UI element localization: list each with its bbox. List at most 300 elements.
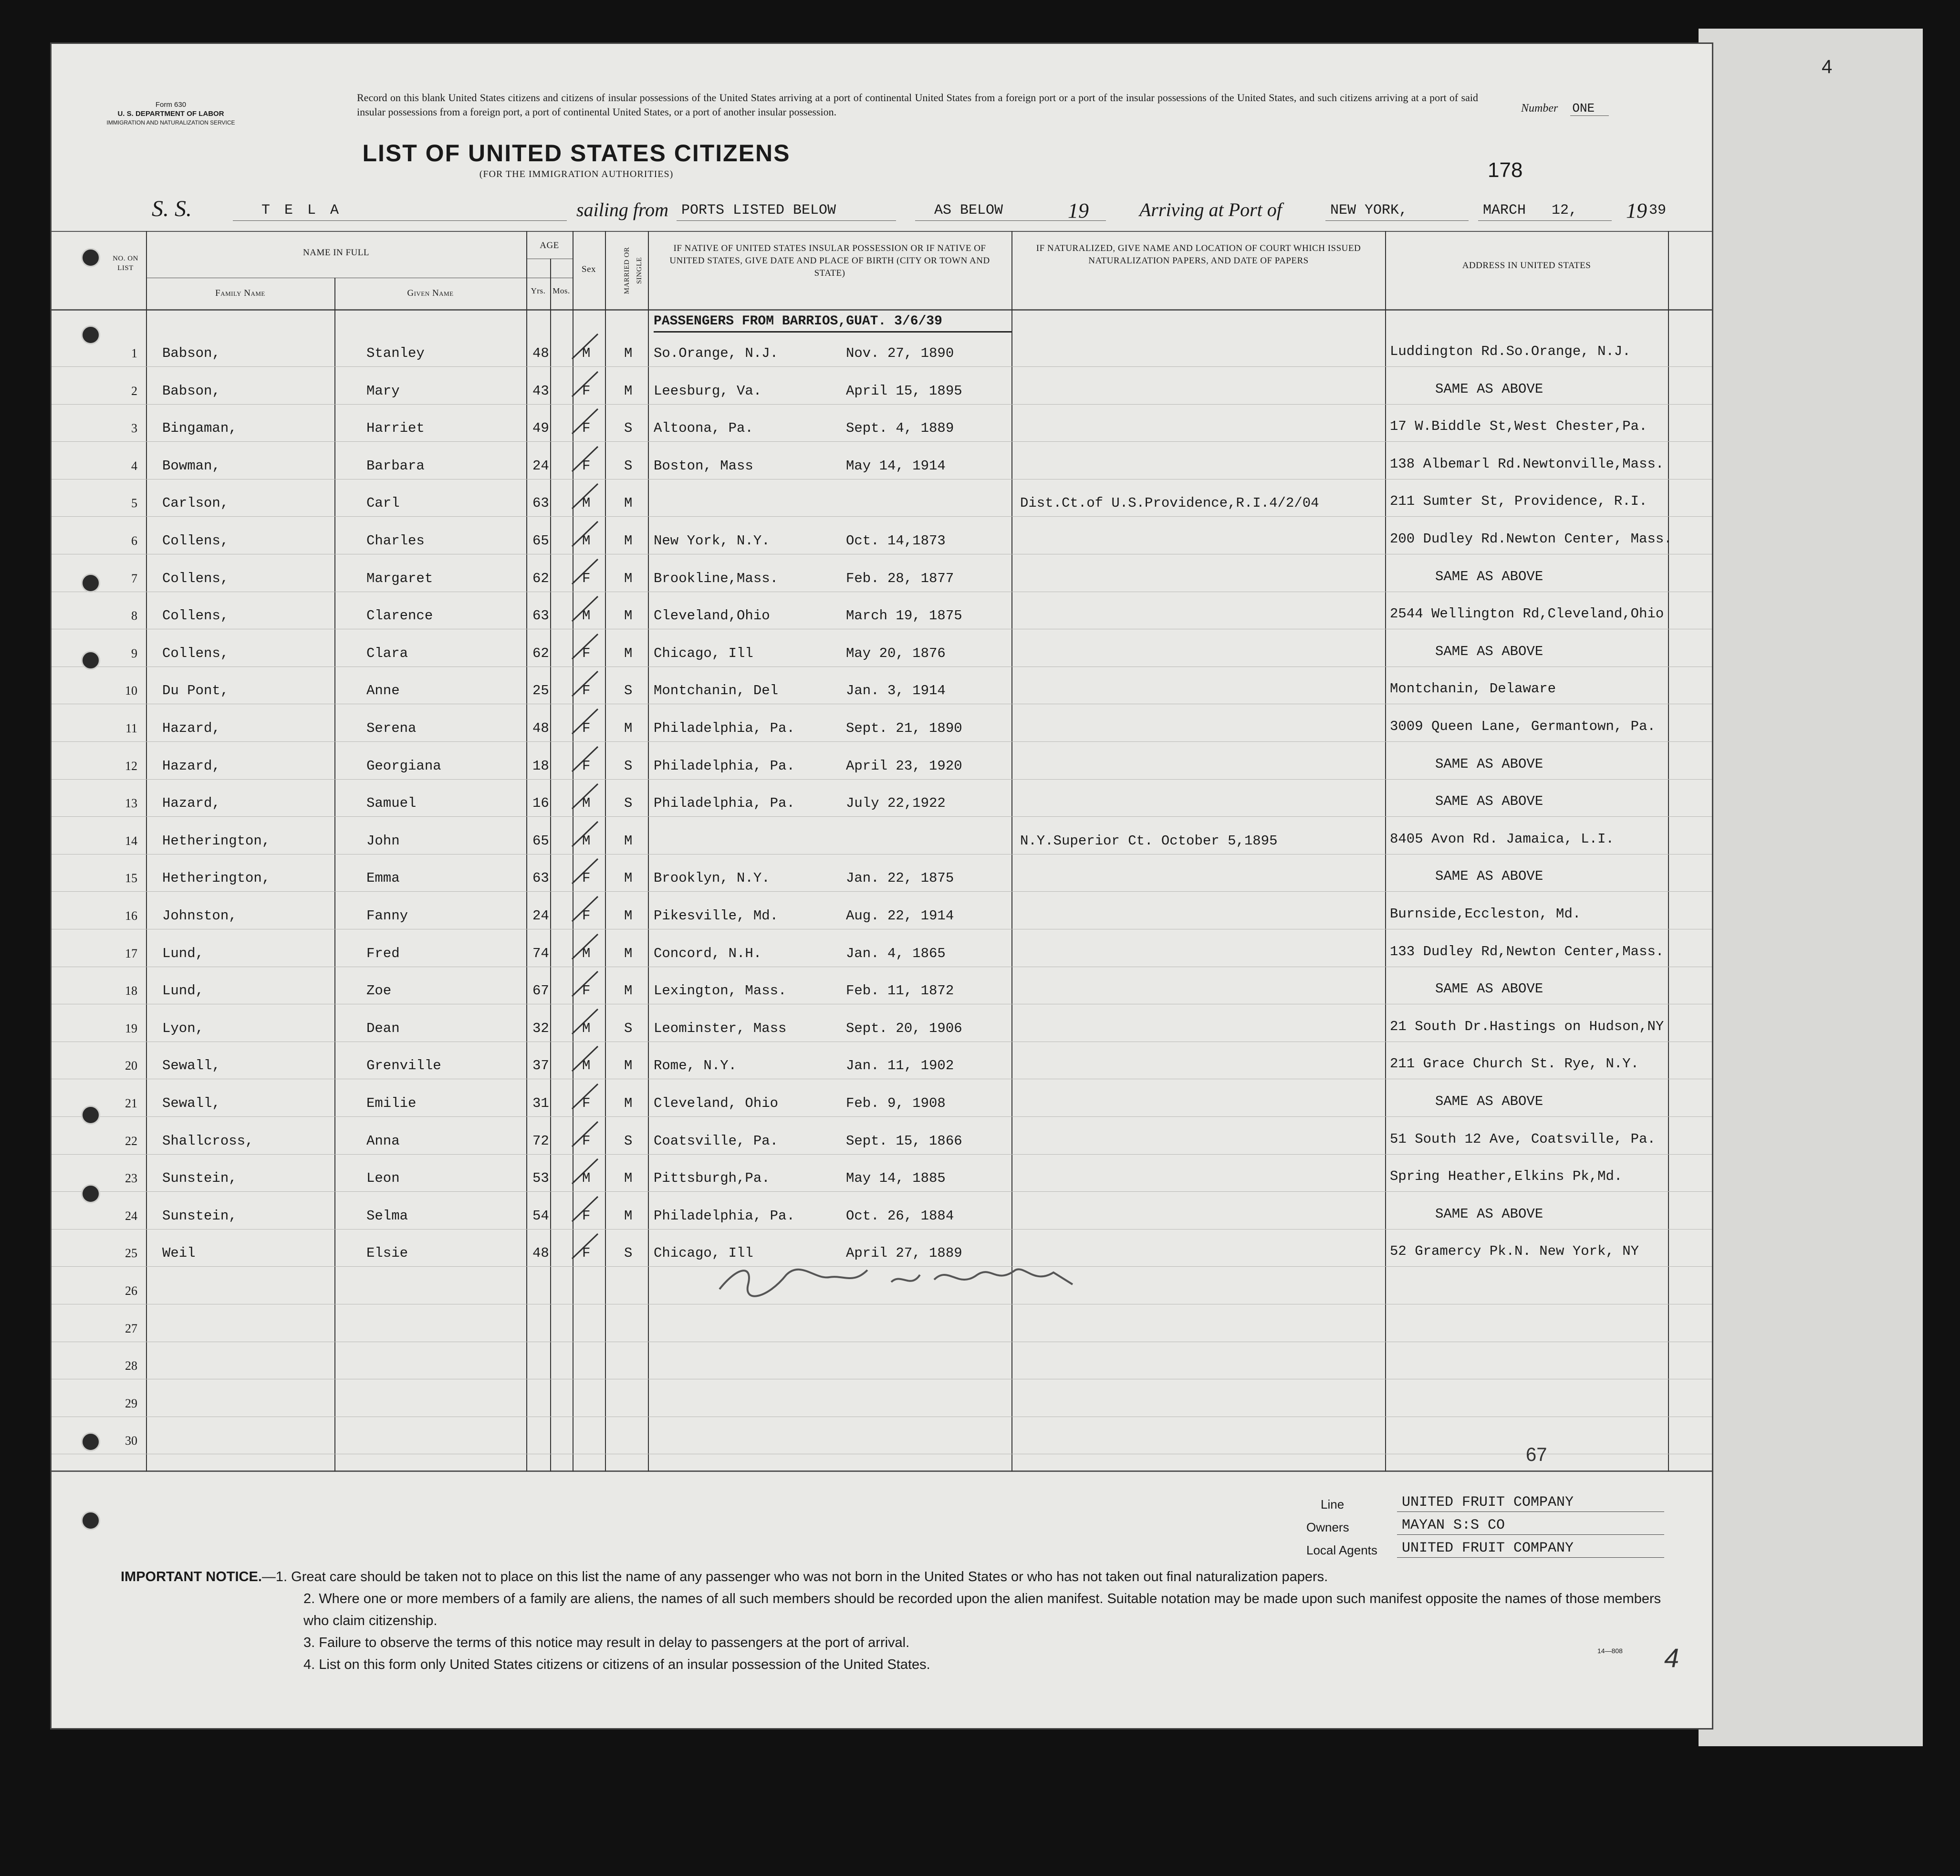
birth-date: April 15, 1895 <box>846 383 962 399</box>
row-number: 2 <box>131 384 137 398</box>
birth-date: Jan. 3, 1914 <box>846 683 946 699</box>
birth-place: Brooklyn, N.Y. <box>654 870 770 886</box>
family-name: Sunstein, <box>162 1170 237 1187</box>
table-row-empty <box>52 1390 1712 1427</box>
check-mark-icon <box>569 518 603 551</box>
service-label: IMMIGRATION AND NATURALIZATION SERVICE <box>106 119 235 126</box>
family-name: Lyon, <box>162 1020 204 1036</box>
birth-place: Chicago, Ill <box>654 1245 753 1261</box>
table-row <box>52 602 1712 639</box>
age-years: 31 <box>532 1095 549 1111</box>
manifest-page <box>52 44 1712 1728</box>
page-subtitle: (FOR THE IMMIGRATION AUTHORITIES) <box>479 169 674 179</box>
birth-place: New York, N.Y. <box>654 533 770 549</box>
family-name: Carlson, <box>162 495 229 511</box>
table-row <box>52 790 1712 827</box>
table-row <box>52 977 1712 1014</box>
naturalization-court: N.Y.Superior Ct. October 5,1895 <box>1020 833 1278 849</box>
birth-date: Oct. 26, 1884 <box>846 1208 954 1224</box>
birth-place: Philadelphia, Pa. <box>654 1208 795 1224</box>
table-row <box>52 827 1712 865</box>
binder-hole <box>81 1105 100 1125</box>
family-name: Lund, <box>162 945 204 961</box>
birth-date: April 27, 1889 <box>846 1245 962 1261</box>
row-number: 10 <box>125 684 137 698</box>
check-mark-icon <box>569 893 603 926</box>
table-row <box>52 415 1712 452</box>
binder-hole <box>81 1432 100 1451</box>
sex: F <box>582 720 591 736</box>
row-number: 27 <box>125 1321 137 1335</box>
table-row <box>52 490 1712 527</box>
table-row <box>52 1090 1712 1127</box>
age-years: 49 <box>532 420 549 437</box>
check-mark-icon <box>569 705 603 739</box>
us-address: Montchanin, Delaware <box>1390 681 1556 697</box>
notice-3: 3. Failure to observe the terms of this notice may result in delay to passengers at the port of arrival. <box>303 1635 910 1650</box>
row-number: 30 <box>125 1434 137 1448</box>
sex: F <box>582 1208 591 1224</box>
given-name: Anna <box>366 1133 400 1149</box>
sex: F <box>582 683 591 699</box>
family-name: Hazard, <box>162 720 220 736</box>
row-number: 4 <box>131 459 137 473</box>
birth-place: Rome, N.Y. <box>654 1058 737 1074</box>
sailing-from-label: sailing from <box>576 199 668 220</box>
table-row <box>52 452 1712 490</box>
marital-status: S <box>624 458 633 474</box>
given-name: Leon <box>366 1170 400 1187</box>
us-address: Burnside,Eccleston, Md. <box>1390 906 1581 922</box>
marital-status: M <box>624 608 633 624</box>
us-address: SAME AS ABOVE <box>1435 1094 1543 1109</box>
notice-title: IMPORTANT NOTICE. <box>121 1569 262 1584</box>
family-name: Shallcross, <box>162 1133 254 1149</box>
us-address: SAME AS ABOVE <box>1435 643 1543 659</box>
table-row <box>52 527 1712 564</box>
check-mark-icon <box>569 855 603 888</box>
owners-value: MAYAN S:S CO <box>1402 1517 1505 1533</box>
col-sex: Sex <box>582 264 596 274</box>
marital-status: M <box>624 945 633 961</box>
birth-date: Sept. 4, 1889 <box>846 420 954 437</box>
sailing-date: AS BELOW <box>934 202 1003 219</box>
ship-line <box>152 196 1707 224</box>
marital-status: M <box>624 383 633 399</box>
binder-hole <box>81 1511 100 1530</box>
line-label: Line <box>1321 1497 1345 1511</box>
us-address: 17 W.Biddle St,West Chester,Pa. <box>1390 418 1647 435</box>
given-name: Stanley <box>366 345 425 361</box>
age-years: 74 <box>532 945 549 961</box>
family-name: Collens, <box>162 570 229 586</box>
birth-place: Montchanin, Del <box>654 683 779 699</box>
given-name: Fanny <box>366 908 408 924</box>
birth-date: Sept. 21, 1890 <box>846 720 962 736</box>
given-name: Anne <box>366 683 400 699</box>
us-address: SAME AS ABOVE <box>1435 868 1543 885</box>
family-name: Hetherington, <box>162 870 271 886</box>
birth-place: Cleveland, Ohio <box>654 1095 779 1111</box>
birth-place: Altoona, Pa. <box>654 420 753 437</box>
us-address: 8405 Avon Rd. Jamaica, L.I. <box>1390 831 1614 847</box>
family-name: Sewall, <box>162 1058 220 1074</box>
row-number: 14 <box>125 834 137 848</box>
given-name: Harriet <box>366 420 425 437</box>
sex: M <box>582 495 591 511</box>
age-years: 24 <box>532 458 549 474</box>
col-yrs: Yrs. <box>531 286 546 295</box>
row-number: 19 <box>125 1021 137 1035</box>
sailing-from-value: PORTS LISTED BELOW <box>681 202 836 219</box>
marital-status: M <box>624 495 633 511</box>
given-name: Georgiana <box>366 758 441 774</box>
table-row <box>52 1165 1712 1202</box>
marital-status: S <box>624 683 633 699</box>
us-address: SAME AS ABOVE <box>1435 756 1543 772</box>
table-row <box>52 377 1712 415</box>
marital-status: M <box>624 1095 633 1111</box>
marital-status: M <box>624 1058 633 1074</box>
age-years: 24 <box>532 908 549 924</box>
birth-date: March 19, 1875 <box>846 608 962 624</box>
birth-place: Leesburg, Va. <box>654 383 762 399</box>
arrival-date: MARCH 12, <box>1483 202 1578 219</box>
check-mark-icon <box>569 1005 603 1039</box>
section-note: PASSENGERS FROM BARRIOS,GUAT. 3/6/39 <box>654 314 942 329</box>
sex: F <box>582 1245 591 1261</box>
marital-status: M <box>624 570 633 586</box>
family-name: Babson, <box>162 345 220 361</box>
us-address: 133 Dudley Rd,Newton Center,Mass. <box>1390 943 1664 959</box>
important-notice <box>121 1566 1686 1676</box>
marital-status: S <box>624 1020 633 1036</box>
family-name: Bingaman, <box>162 420 237 437</box>
us-address: 211 Sumter St, Providence, R.I. <box>1390 493 1647 510</box>
sex: M <box>582 1020 591 1036</box>
check-mark-icon <box>569 968 603 1001</box>
notice-2: 2. Where one or more members of a family are aliens, the names of all such members should be recorded upon the alien manifest. Suitable notation may be made upon such manifest opposite the names of those members who claim citizenship. <box>303 1591 1661 1628</box>
birth-place: Boston, Mass <box>654 458 753 474</box>
given-name: Dean <box>366 1020 400 1036</box>
sex: M <box>582 833 591 849</box>
given-name: Charles <box>366 533 425 549</box>
row-number: 7 <box>131 571 137 585</box>
us-address: Spring Heather,Elkins Pk,Md. <box>1390 1168 1623 1185</box>
us-address: Luddington Rd.So.Orange, N.J. <box>1390 344 1631 359</box>
birth-date: July 22,1922 <box>846 795 946 812</box>
binder-hole <box>81 1184 100 1203</box>
marital-status: M <box>624 870 633 886</box>
sex: F <box>582 1133 591 1149</box>
given-name: Clarence <box>366 608 433 624</box>
family-name: Hazard, <box>162 795 220 812</box>
check-mark-icon <box>569 443 603 476</box>
given-name: Samuel <box>366 795 417 812</box>
age-years: 65 <box>532 833 549 849</box>
given-name: Grenville <box>366 1058 441 1074</box>
birth-place: Concord, N.H. <box>654 945 762 961</box>
row-number: 12 <box>125 759 137 773</box>
sex: F <box>582 645 591 661</box>
given-name: Serena <box>366 720 417 736</box>
sex: F <box>582 983 591 999</box>
table-row <box>52 565 1712 602</box>
form-instructions: Record on this blank United States citizens and citizens of insular possessions of the United States arriving at a port of continental United States from a foreign port or a port of the insular possessions of the United States, and such citizens arriving at a port of said insular possessions from a foreign port, a port of continental United States, or a port of another insular possession. <box>357 92 1478 118</box>
birth-date: April 23, 1920 <box>846 758 962 774</box>
family-name: Collens, <box>162 608 229 624</box>
col-given-name: Given Name <box>407 288 454 298</box>
birth-place: Philadelphia, Pa. <box>654 758 795 774</box>
agents-value: UNITED FRUIT COMPANY <box>1402 1540 1574 1556</box>
birth-date: Nov. 27, 1890 <box>846 345 954 361</box>
row-number: 18 <box>125 984 137 998</box>
row-number: 22 <box>125 1134 137 1148</box>
given-name: Emma <box>366 870 400 886</box>
birth-date: Jan. 22, 1875 <box>846 870 954 886</box>
birth-date: May 14, 1914 <box>846 458 946 474</box>
check-mark-icon <box>569 1193 603 1226</box>
birth-place: Pittsburgh,Pa. <box>654 1170 770 1187</box>
arrival-year-prefix: 19 <box>1626 199 1647 222</box>
table-row <box>52 1052 1712 1089</box>
col-birth: IF NATIVE OF UNITED STATES INSULAR POSSESSION OR IF NATIVE OF UNITED STATES, GIVE DATE AND PLACE OF BIRTH (CITY OR TOWN AND STATE) <box>669 243 990 278</box>
marital-status: M <box>624 983 633 999</box>
sex: M <box>582 533 591 549</box>
arrival-year: 39 <box>1649 202 1667 219</box>
row-number: 23 <box>125 1171 137 1186</box>
col-no-on-list: NO. ON LIST <box>113 255 138 272</box>
family-name: Johnston, <box>162 908 237 924</box>
us-address: 2544 Wellington Rd,Cleveland,Ohio <box>1390 606 1664 622</box>
tally-mark: 67 <box>1526 1444 1547 1465</box>
us-address: 51 South 12 Ave, Coatsville, Pa. <box>1390 1131 1656 1147</box>
sex: F <box>582 383 591 399</box>
row-number: 6 <box>131 534 137 548</box>
birth-place: Coatsville, Pa. <box>654 1133 779 1149</box>
row-number: 26 <box>125 1284 137 1298</box>
age-years: 18 <box>532 758 549 774</box>
table-row <box>52 1015 1712 1052</box>
row-number: 8 <box>131 609 137 623</box>
check-mark-icon <box>569 1155 603 1188</box>
sex: F <box>582 908 591 924</box>
us-address: SAME AS ABOVE <box>1435 381 1543 397</box>
age-years: 25 <box>532 683 549 699</box>
page-number: 4 <box>1664 1643 1679 1673</box>
us-address: 200 Dudley Rd.Newton Center, Mass. <box>1390 531 1672 547</box>
binder-hole <box>81 573 100 593</box>
us-address: 138 Albemarl Rd.Newtonville,Mass. <box>1390 456 1664 472</box>
age-years: 63 <box>532 608 549 624</box>
family-name: Sunstein, <box>162 1208 237 1224</box>
check-mark-icon <box>569 743 603 776</box>
sex: M <box>582 945 591 961</box>
marital-status: M <box>624 908 633 924</box>
row-number: 20 <box>125 1059 137 1073</box>
age-years: 62 <box>532 645 549 661</box>
family-name: Bowman, <box>162 458 220 474</box>
family-name: Weil <box>162 1245 196 1261</box>
given-name: Zoe <box>366 983 392 999</box>
stamp-number: 178 <box>1488 158 1523 182</box>
age-years: 63 <box>532 870 549 886</box>
row-number: 15 <box>125 871 137 886</box>
check-mark-icon <box>569 630 603 664</box>
notice-4: 4. List on this form only United States citizens or citizens of an insular possession of the United States. <box>303 1657 930 1672</box>
row-number: 25 <box>125 1246 137 1261</box>
family-name: Hazard, <box>162 758 220 774</box>
table-row-empty <box>52 1315 1712 1352</box>
binder-hole <box>81 651 100 670</box>
birth-date: Jan. 4, 1865 <box>846 945 946 961</box>
us-address: 211 Grace Church St. Rye, N.Y. <box>1390 1056 1639 1072</box>
table-row <box>52 340 1712 377</box>
birth-place: Pikesville, Md. <box>654 908 779 924</box>
birth-place: So.Orange, N.J. <box>654 345 779 361</box>
family-name: Babson, <box>162 383 220 399</box>
sex: F <box>582 758 591 774</box>
us-address: SAME AS ABOVE <box>1435 568 1543 584</box>
underlying-page <box>1699 29 1923 1746</box>
given-name: Mary <box>366 383 400 399</box>
table-row-empty <box>52 1352 1712 1389</box>
birth-date: Feb. 28, 1877 <box>846 570 954 586</box>
check-mark-icon <box>569 555 603 589</box>
check-mark-icon <box>569 1042 603 1076</box>
age-years: 67 <box>532 983 549 999</box>
check-mark-icon <box>569 930 603 964</box>
age-years: 72 <box>532 1133 549 1149</box>
check-mark-icon <box>569 368 603 401</box>
us-address: SAME AS ABOVE <box>1435 1206 1543 1222</box>
birth-date: Aug. 22, 1914 <box>846 908 954 924</box>
table-row <box>52 865 1712 902</box>
row-number: 1 <box>131 346 137 360</box>
birth-date: May 14, 1885 <box>846 1170 946 1187</box>
row-number: 9 <box>131 646 137 660</box>
officer-signature <box>710 1256 1116 1308</box>
row-number: 21 <box>125 1096 137 1110</box>
birth-place: Leominster, Mass <box>654 1020 787 1036</box>
row-number: 11 <box>125 721 137 735</box>
marital-status: S <box>624 758 633 774</box>
given-name: Clara <box>366 645 408 661</box>
birth-place: Philadelphia, Pa. <box>654 795 795 812</box>
marital-status: S <box>624 1245 633 1261</box>
agents-label: Local Agents <box>1306 1543 1377 1557</box>
birth-date: Jan. 11, 1902 <box>846 1058 954 1074</box>
given-name: Elsie <box>366 1245 408 1261</box>
line-value: UNITED FRUIT COMPANY <box>1402 1494 1574 1511</box>
us-address: 21 South Dr.Hastings on Hudson,NY <box>1390 1018 1664 1034</box>
form-id-block <box>85 100 257 127</box>
given-name: Barbara <box>366 458 425 474</box>
check-mark-icon <box>569 818 603 851</box>
ship-name: T E L A <box>261 202 342 219</box>
col-address: ADDRESS IN UNITED STATES <box>1462 261 1591 271</box>
marital-status: S <box>624 1133 633 1149</box>
us-address: 52 Gramercy Pk.N. New York, NY <box>1390 1243 1639 1260</box>
notice-1: —1. Great care should be taken not to place on this list the name of any passenger who was not born in the United States or who has not taken out final naturalization papers. <box>261 1569 1328 1584</box>
family-name: Du Pont, <box>162 683 229 699</box>
age-years: 65 <box>532 533 549 549</box>
row-number: 16 <box>125 909 137 923</box>
marital-status: M <box>624 345 633 361</box>
marital-status: M <box>624 533 633 549</box>
row-number: 13 <box>125 796 137 811</box>
birth-date: May 20, 1876 <box>846 645 946 661</box>
row-number: 29 <box>125 1396 137 1410</box>
table-row <box>52 940 1712 977</box>
col-age: AGE <box>540 240 559 250</box>
given-name: Carl <box>366 495 400 511</box>
page-title: LIST OF UNITED STATES CITIZENS <box>362 140 791 167</box>
col-married-single: MARRIED OR SINGLE <box>623 247 643 294</box>
table-row <box>52 715 1712 752</box>
sex: M <box>582 608 591 624</box>
marital-status: S <box>624 795 633 812</box>
birth-place: Brookline,Mass. <box>654 570 779 586</box>
margin-page-number: 4 <box>1822 56 1833 77</box>
sex: M <box>582 1058 591 1074</box>
binder-hole <box>81 248 100 267</box>
given-name: John <box>366 833 400 849</box>
marital-status: M <box>624 833 633 849</box>
birth-date: Feb. 11, 1872 <box>846 983 954 999</box>
age-years: 62 <box>532 570 549 586</box>
binder-hole <box>81 325 100 344</box>
table-row <box>52 902 1712 939</box>
sex: F <box>582 420 591 437</box>
check-mark-icon <box>569 780 603 813</box>
age-years: 48 <box>532 1245 549 1261</box>
department-label: U. S. DEPARTMENT OF LABOR <box>117 110 224 118</box>
us-address: SAME AS ABOVE <box>1435 793 1543 810</box>
row-number: 3 <box>131 421 137 436</box>
row-number: 17 <box>125 946 137 960</box>
ss-label: S. S. <box>152 196 192 221</box>
table-row <box>52 640 1712 677</box>
form-number: Form 630 <box>155 101 187 109</box>
sex: F <box>582 1095 591 1111</box>
age-years: 37 <box>532 1058 549 1074</box>
us-address: SAME AS ABOVE <box>1435 981 1543 997</box>
form-code: 14—808 <box>1597 1647 1623 1655</box>
age-years: 48 <box>532 345 549 361</box>
row-number: 5 <box>131 496 137 511</box>
family-name: Collens, <box>162 533 229 549</box>
naturalization-court: Dist.Ct.of U.S.Providence,R.I.4/2/04 <box>1020 495 1319 511</box>
age-years: 53 <box>532 1170 549 1187</box>
birth-place: Chicago, Ill <box>654 645 753 661</box>
sex: M <box>582 795 591 812</box>
marital-status: M <box>624 645 633 661</box>
birth-place: Lexington, Mass. <box>654 983 787 999</box>
given-name: Selma <box>366 1208 408 1224</box>
row-number: 28 <box>125 1359 137 1373</box>
marital-status: S <box>624 420 633 437</box>
col-naturalized: IF NATURALIZED, GIVE NAME AND LOCATION OF COURT WHICH ISSUED NATURALIZATION PAPERS, AND DATE OF PAPERS <box>1036 243 1361 266</box>
age-years: 16 <box>532 795 549 812</box>
sex: F <box>582 870 591 886</box>
marital-status: M <box>624 1170 633 1187</box>
col-mos: Mos. <box>553 286 570 295</box>
marital-status: M <box>624 720 633 736</box>
arriving-label: Arriving at Port of <box>1139 199 1282 220</box>
number-value: ONE <box>1570 101 1609 116</box>
table-row-empty <box>52 1427 1712 1464</box>
